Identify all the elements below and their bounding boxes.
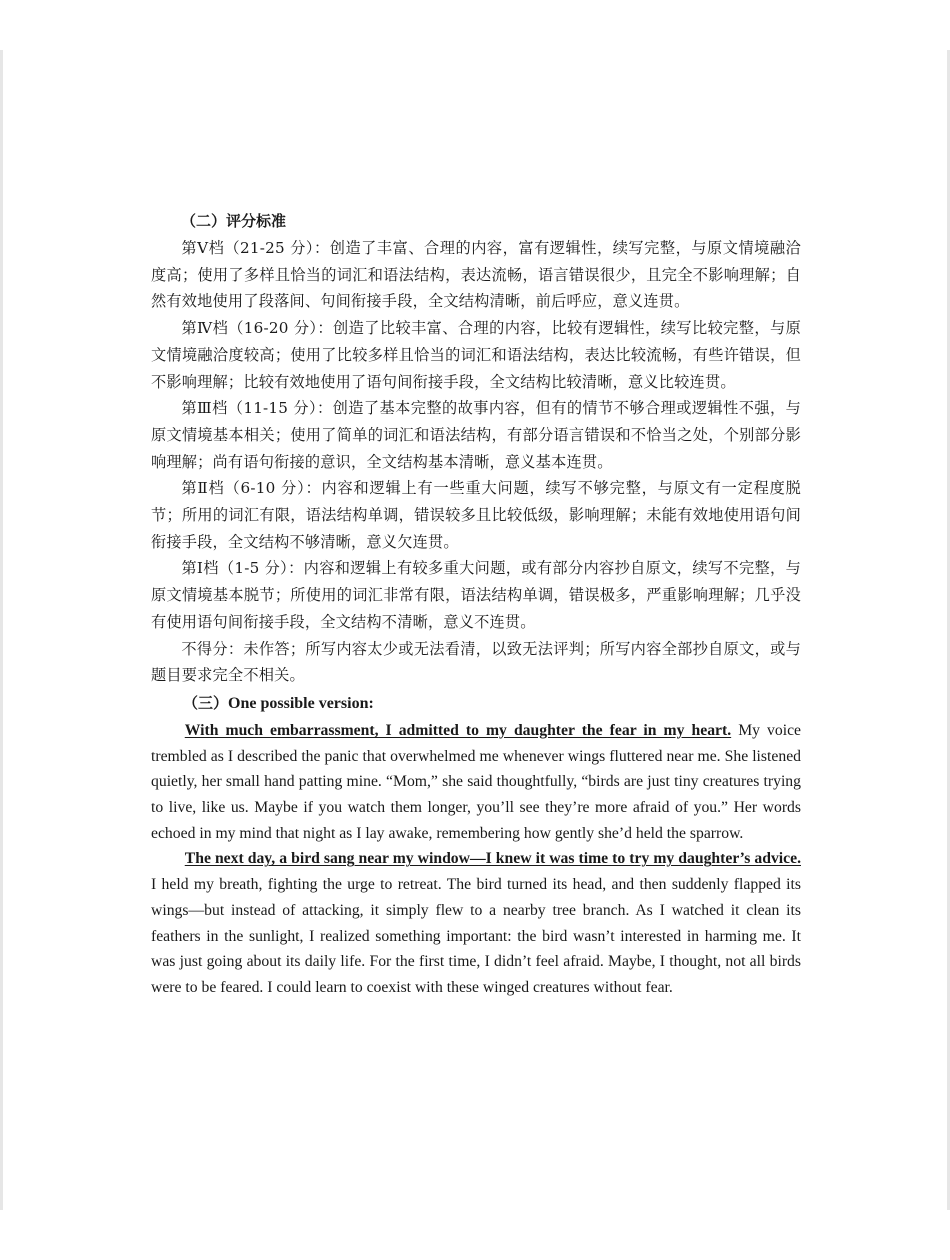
scoring-level-5: 第Ⅴ档（21-25 分）：创造了丰富、合理的内容，富有逻辑性，续写完整，与原文情境融洽度高；使用了多样且恰当的词汇和语法结构，表达流畅，语言错误很少，且完全不影响理解；自然有效地使用了段落间、句间衔接手段，全文结构清晰，前后呼应，意义连贯。 [151, 239, 801, 311]
page-edge-left [0, 50, 3, 1210]
version-paragraph-2-lead: The next day, a bird sang near my window—I knew it was time to try my daughter’s advice. [184, 850, 801, 868]
scoring-heading: （二）评分标准 [181, 212, 287, 230]
version-paragraph-1-lead: With much embarrassment, I admitted to my daughter the fear in my heart. [184, 721, 732, 739]
document-content [151, 207, 801, 1001]
scoring-level-2: 第Ⅱ档（6-10 分）：内容和逻辑上有一些重大问题，续写不够完整，与原文有一定程度脱节；所用的词汇有限，语法结构单调，错误较多且比较低级，影响理解；未能有效地使用语句间衔接手段，全文结构不够清晰，意义欠连贯。 [151, 479, 801, 551]
version-paragraph-2 [151, 846, 801, 1000]
version-heading-text: One possible version: [228, 694, 374, 712]
scoring-level-4: 第Ⅳ档（16-20 分）：创造了比较丰富、合理的内容，比较有逻辑性，续写比较完整，与原文情境融洽度较高；使用了比较多样且恰当的词汇和语法结构，表达比较流畅，有些许错误，但不影响理解；比较有效地使用了语句间衔接手段，全文结构比较清晰，意义比较连贯。 [151, 319, 801, 391]
version-heading [151, 689, 801, 718]
version-heading-number: （三） [183, 693, 229, 712]
scoring-level-3: 第Ⅲ档（11-15 分）：创造了基本完整的故事内容，但有的情节不够合理或逻辑性不强，与原文情境基本相关；使用了简单的词汇和语法结构，有部分语言错误和不恰当之处，个别部分影响理解；尚有语句衔接的意识，全文结构基本清晰，意义基本连贯。 [151, 399, 801, 471]
version-paragraph-1 [151, 718, 801, 847]
scoring-no-score: 不得分：未作答；所写内容太少或无法看清，以致无法评判；所写内容全部抄自原文，或与题目要求完全不相关。 [151, 639, 801, 685]
version-paragraph-2-body: I held my breath, fighting the urge to retreat. The bird turned its head, and then suddenly flapped its wings—but instead of attacking, it simply flew to a nearby tree branch. As I watched it clean its feathers in the sunlight, I realized something important: the bird wasn’t interested in harming me. It was just going about its daily life. For the first time, I didn’t feel afraid. Maybe, I thought, not all birds were to be feared. I could learn to coexist with these winged creatures without fear. [151, 876, 801, 996]
version-paragraph-1-body: My voice trembled as I described the panic that overwhelmed me whenever wings fluttered near me. She listened quietly, her small hand patting mine. “Mom,” she said thoughtfully, “birds are just tiny creatures trying to live, like us. Maybe if you watch them longer, you’ll see they’re more afraid of you.” Her words echoed in my mind that night as I lay awake, remembering how gently she’d held the sparrow. [151, 721, 802, 842]
scoring-level-1: 第Ⅰ档（1-5 分）：内容和逻辑上有较多重大问题，或有部分内容抄自原文，续写不完整，与原文情境基本脱节；所使用的词汇非常有限，语法结构单调，错误极多，严重影响理解；几乎没有使用语句间衔接手段，全文结构不清晰，意义不连贯。 [151, 559, 801, 631]
